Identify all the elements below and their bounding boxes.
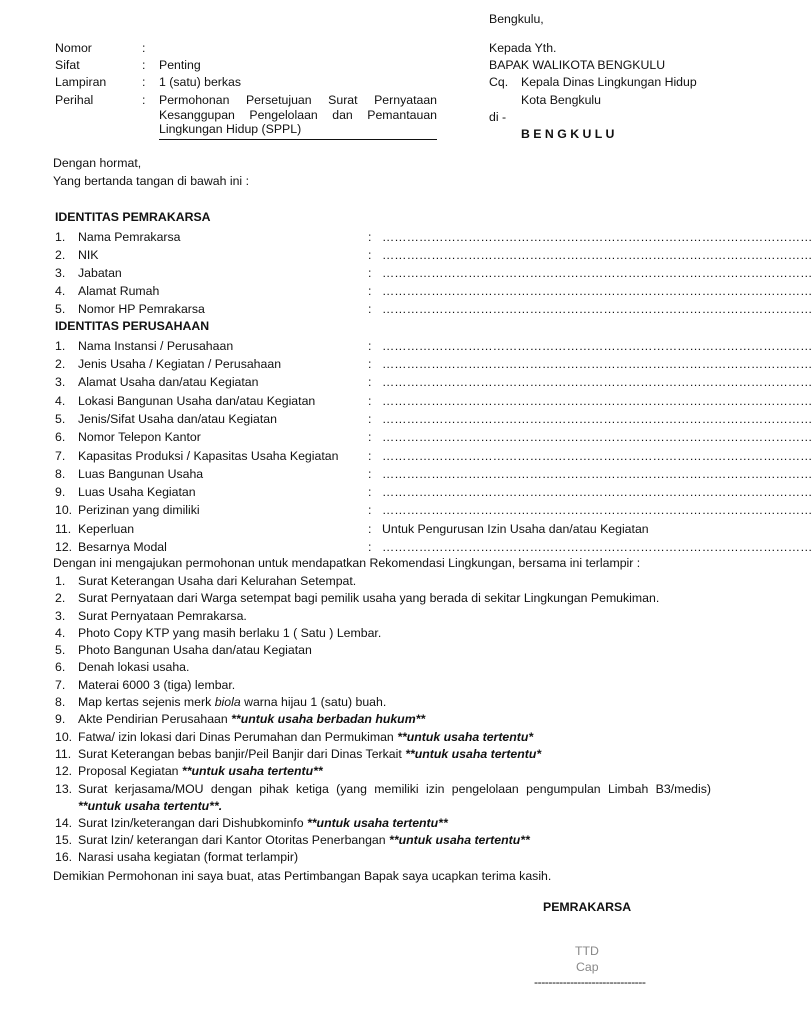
field-row-perizinan bbox=[55, 501, 812, 519]
list-text: Photo Bangunan Usaha dan/atau Kegiatan bbox=[78, 643, 312, 657]
field-number: 4. bbox=[55, 284, 66, 298]
field-colon: : bbox=[368, 394, 372, 408]
list-note: **untuk usaha tertentu**. bbox=[78, 799, 223, 814]
field-value[interactable]: …………………………………………………………………………………………… bbox=[382, 302, 812, 316]
list-number: 7. bbox=[55, 678, 66, 692]
field-row-alamat-rumah bbox=[55, 282, 812, 300]
list-item bbox=[55, 659, 711, 676]
recipient-cq-line1: Kepala Dinas Lingkungan Hidup bbox=[521, 75, 697, 89]
field-number: 1. bbox=[55, 339, 66, 353]
field-value: Untuk Pengurusan Izin Usaha dan/atau Kegiatan bbox=[382, 522, 649, 536]
list-number: 14. bbox=[55, 816, 73, 830]
list-note: **untuk usaha tertentu* bbox=[397, 730, 534, 744]
field-row-keperluan bbox=[55, 520, 715, 538]
signature-line: ------------------------------- bbox=[534, 975, 646, 989]
field-colon: : bbox=[368, 284, 372, 298]
field-number: 10. bbox=[55, 503, 73, 517]
field-row-nik bbox=[55, 246, 812, 264]
field-label: Nomor Telepon Kantor bbox=[78, 430, 201, 444]
field-number: 12. bbox=[55, 540, 73, 554]
list-item bbox=[55, 590, 711, 607]
list-number: 10. bbox=[55, 730, 73, 744]
list-item bbox=[55, 781, 711, 815]
field-colon: : bbox=[368, 339, 372, 353]
field-number: 9. bbox=[55, 485, 66, 499]
field-label: Luas Bangunan Usaha bbox=[78, 467, 204, 481]
field-number: 3. bbox=[55, 266, 66, 280]
list-text: Proposal Kegiatan bbox=[78, 764, 182, 778]
meta-colon: : bbox=[142, 75, 146, 89]
signer-title: PEMRAKARSA bbox=[543, 900, 632, 914]
field-value[interactable]: …………………………………………………………………………………………… bbox=[382, 394, 812, 408]
list-item bbox=[55, 746, 711, 763]
list-item bbox=[55, 608, 711, 625]
field-value[interactable]: …………………………………………………………………………………………… bbox=[382, 375, 812, 389]
field-value[interactable]: …………………………………………………………………………………………… bbox=[382, 430, 812, 444]
list-item bbox=[55, 815, 711, 832]
field-label: Alamat Rumah bbox=[78, 284, 160, 298]
meta-value-perihal: Permohonan Persetujuan Surat Pernyataan Kesanggupan Pengelolaan dan Pemantauan Lingkungan Hidup (SPPL) bbox=[159, 93, 437, 140]
list-number: 2. bbox=[55, 591, 66, 605]
field-label: Perizinan yang dimiliki bbox=[78, 503, 200, 517]
field-number: 6. bbox=[55, 430, 66, 444]
field-label: Jenis Usaha / Kegiatan / Perusahaan bbox=[78, 357, 282, 371]
field-number: 11. bbox=[55, 522, 72, 536]
meta-value-lampiran: 1 (satu) berkas bbox=[159, 75, 242, 89]
list-text: Photo Copy KTP yang masih berlaku 1 ( Satu ) Lembar. bbox=[78, 626, 382, 640]
field-label: Lokasi Bangunan Usaha dan/atau Kegiatan bbox=[78, 394, 316, 408]
list-number: 6. bbox=[55, 660, 66, 674]
list-text: Akte Pendirian Perusahaan bbox=[78, 712, 232, 726]
list-note: **untuk usaha tertentu* bbox=[405, 747, 542, 761]
field-row-kapasitas bbox=[55, 447, 812, 465]
list-number: 8. bbox=[55, 695, 66, 709]
field-label: Alamat Usaha dan/atau Kegiatan bbox=[78, 375, 259, 389]
list-text-italic: biola bbox=[214, 695, 241, 709]
field-label: Besarnya Modal bbox=[78, 540, 167, 554]
city-date: Bengkulu, bbox=[489, 12, 544, 26]
field-colon: : bbox=[368, 230, 372, 244]
list-text: Surat Pernyataan Pemrakarsa. bbox=[78, 609, 247, 623]
field-row-lokasi-bangunan bbox=[55, 392, 812, 410]
recipient-name: BAPAK WALIKOTA BENGKULU bbox=[489, 58, 666, 72]
field-row-jenis-sifat-usaha bbox=[55, 410, 812, 428]
field-value[interactable]: …………………………………………………………………………………………… bbox=[382, 357, 812, 371]
field-label: Jabatan bbox=[78, 266, 122, 280]
list-number: 12. bbox=[55, 764, 73, 778]
field-value[interactable]: …………………………………………………………………………………………… bbox=[382, 485, 812, 499]
signature-ttd: TTD bbox=[575, 944, 599, 958]
field-colon: : bbox=[368, 467, 372, 481]
field-label: Nama Instansi / Perusahaan bbox=[78, 339, 234, 353]
field-value[interactable]: …………………………………………………………………………………………… bbox=[382, 266, 812, 280]
list-item bbox=[55, 625, 711, 642]
list-text: Surat Izin/keterangan dari Dishubkominfo bbox=[78, 816, 307, 830]
list-item bbox=[55, 694, 711, 711]
field-number: 8. bbox=[55, 467, 66, 481]
list-text: Fatwa/ izin lokasi dari Dinas Perumahan dan Permukiman bbox=[78, 730, 398, 744]
field-label: Nama Pemrakarsa bbox=[78, 230, 181, 244]
recipient-cq-line2: Kota Bengkulu bbox=[521, 93, 601, 107]
list-note: **untuk usaha berbadan hukum** bbox=[231, 712, 426, 726]
meta-label-lampiran: Lampiran bbox=[55, 75, 107, 89]
list-item bbox=[55, 573, 711, 590]
field-colon: : bbox=[368, 522, 372, 536]
list-note: **untuk usaha tertentu** bbox=[306, 816, 448, 830]
recipient-cq-label: Cq. bbox=[489, 75, 509, 89]
field-value[interactable]: …………………………………………………………………………………………… bbox=[382, 284, 812, 298]
list-text: Surat Keterangan bebas banjir/Peil Banjir dari Dinas Terkait bbox=[78, 747, 406, 761]
list-number: 5. bbox=[55, 643, 66, 657]
meta-label-nomor: Nomor bbox=[55, 41, 92, 55]
list-item bbox=[55, 677, 711, 694]
field-row-jenis-usaha bbox=[55, 355, 812, 373]
field-colon: : bbox=[368, 412, 372, 426]
list-item bbox=[55, 763, 711, 780]
field-colon: : bbox=[368, 357, 372, 371]
field-number: 3. bbox=[55, 375, 66, 389]
field-label: NIK bbox=[78, 248, 99, 262]
field-label: Kapasitas Produksi / Kapasitas Usaha Kegiatan bbox=[78, 449, 339, 463]
field-value[interactable]: …………………………………………………………………………………………… bbox=[382, 540, 812, 554]
list-number: 4. bbox=[55, 626, 66, 640]
field-row-alamat-usaha bbox=[55, 373, 812, 391]
field-number: 2. bbox=[55, 248, 66, 262]
list-note: **untuk usaha tertentu** bbox=[181, 764, 323, 778]
list-text: warna hijau 1 (satu) buah. bbox=[240, 695, 387, 709]
field-row-jabatan bbox=[55, 264, 812, 282]
field-number: 1. bbox=[55, 230, 66, 244]
greeting: Dengan hormat, bbox=[53, 156, 142, 170]
field-colon: : bbox=[368, 248, 372, 262]
field-value[interactable]: …………………………………………………………………………………………… bbox=[382, 503, 812, 517]
list-text: Surat kerjasama/MOU dengan pihak ketiga (yang memiliki izin pengelolaan pengumpulan Limbah B3/medis) bbox=[78, 782, 711, 796]
meta-value-sifat: Penting bbox=[159, 58, 201, 72]
list-number: 16. bbox=[55, 850, 73, 864]
section-title-pemrakarsa: IDENTITAS PEMRAKARSA bbox=[55, 210, 211, 224]
meta-label-perihal: Perihal bbox=[55, 93, 94, 107]
meta-label-sifat: Sifat bbox=[55, 58, 80, 72]
field-row-besarnya-modal bbox=[55, 538, 812, 556]
attachments-intro: Dengan ini mengajukan permohonan untuk mendapatkan Rekomendasi Lingkungan, bersama ini terlampir : bbox=[53, 556, 641, 570]
field-row-nama-instansi bbox=[55, 337, 812, 355]
field-label: Jenis/Sifat Usaha dan/atau Kegiatan bbox=[78, 412, 277, 426]
field-number: 5. bbox=[55, 302, 66, 316]
closing-text: Demikian Permohonan ini saya buat, atas Pertimbangan Bapak saya ucapkan terima kasih. bbox=[53, 869, 552, 883]
field-value[interactable]: …………………………………………………………………………………………… bbox=[382, 449, 812, 463]
field-number: 5. bbox=[55, 412, 66, 426]
recipient-di: di - bbox=[489, 110, 507, 124]
list-item bbox=[55, 849, 711, 866]
list-text: Materai 6000 3 (tiga) lembar. bbox=[78, 678, 236, 692]
list-text: Map kertas sejenis merk bbox=[78, 695, 215, 709]
field-value[interactable]: …………………………………………………………………………………………… bbox=[382, 412, 812, 426]
recipient-kepada: Kepada Yth. bbox=[489, 41, 557, 55]
list-note: **untuk usaha tertentu** bbox=[389, 833, 530, 847]
field-value[interactable]: …………………………………………………………………………………………… bbox=[382, 230, 812, 244]
field-label: Luas Usaha Kegiatan bbox=[78, 485, 196, 499]
field-value[interactable]: …………………………………………………………………………………………… bbox=[382, 339, 812, 353]
list-text: Surat Keterangan Usaha dari Kelurahan Setempat. bbox=[78, 574, 357, 588]
field-row-telepon-kantor bbox=[55, 428, 812, 446]
list-text: Surat Izin/ keterangan dari Kantor Otoritas Penerbangan bbox=[78, 833, 390, 847]
list-item bbox=[55, 642, 711, 659]
list-number: 1. bbox=[55, 574, 66, 588]
list-item bbox=[55, 832, 711, 849]
signature-cap: Cap bbox=[576, 960, 599, 974]
list-number: 13. bbox=[55, 782, 73, 796]
field-label: Keperluan bbox=[78, 522, 135, 536]
meta-colon: : bbox=[142, 41, 146, 55]
field-row-nama-pemrakarsa bbox=[55, 228, 812, 246]
field-number: 2. bbox=[55, 357, 66, 371]
list-text: Surat Pernyataan dari Warga setempat bagi pemilik usaha yang berada di sekitar Lingkungan Pemukiman. bbox=[78, 591, 660, 605]
field-colon: : bbox=[368, 485, 372, 499]
recipient-place: B E N G K U L U bbox=[521, 127, 615, 141]
field-label: Nomor HP Pemrakarsa bbox=[78, 302, 205, 316]
field-colon: : bbox=[368, 302, 372, 316]
list-number: 11. bbox=[55, 747, 72, 761]
field-colon: : bbox=[368, 375, 372, 389]
list-number: 3. bbox=[55, 609, 66, 623]
field-value[interactable]: …………………………………………………………………………………………… bbox=[382, 467, 812, 481]
intro-text: Yang bertanda tangan di bawah ini : bbox=[53, 174, 249, 188]
meta-colon: : bbox=[142, 93, 146, 107]
list-item bbox=[55, 729, 711, 746]
list-text: Narasi usaha kegiatan (format terlampir) bbox=[78, 850, 299, 864]
list-item bbox=[55, 711, 711, 728]
meta-colon: : bbox=[142, 58, 146, 72]
field-colon: : bbox=[368, 430, 372, 444]
list-text: Denah lokasi usaha. bbox=[78, 660, 190, 674]
section-title-perusahaan: IDENTITAS PERUSAHAAN bbox=[55, 319, 210, 333]
field-number: 4. bbox=[55, 394, 66, 408]
field-row-nomor-hp bbox=[55, 300, 812, 318]
field-row-luas-usaha bbox=[55, 483, 812, 501]
list-number: 9. bbox=[55, 712, 66, 726]
field-number: 7. bbox=[55, 449, 66, 463]
field-colon: : bbox=[368, 503, 372, 517]
field-row-luas-bangunan bbox=[55, 465, 812, 483]
field-colon: : bbox=[368, 266, 372, 280]
list-number: 15. bbox=[55, 833, 73, 847]
field-value[interactable]: …………………………………………………………………………………………… bbox=[382, 248, 812, 262]
field-colon: : bbox=[368, 449, 372, 463]
field-colon: : bbox=[368, 540, 372, 554]
